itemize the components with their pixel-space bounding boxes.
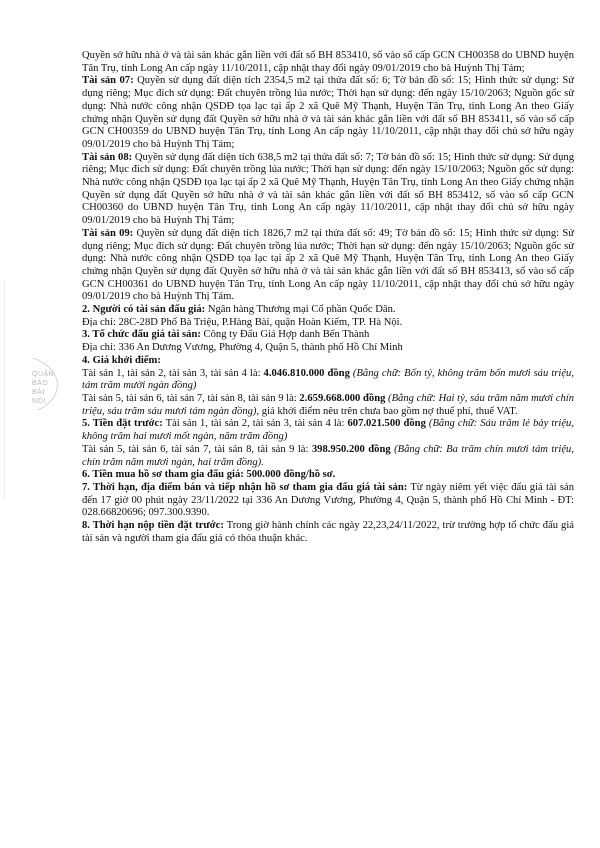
intro-paragraph: Quyền sở hữu nhà ở và tài sản khác gắn liền với đất số BH 853410, số vào sổ cấp GCN CH00358 do UBND huyện Tân Trụ, tỉnh Long An cấp ngày 11/10/2011, cập nhật thay đổi ngày 09/01/2019 cho bà Huỳnh Thị Tám; — [82, 50, 574, 74]
section-4-line-1-words: (Bằng chữ: Bốn tỷ, không trăm bốn mươi sáu triệu, tám trăm mười ngàn đồng) — [82, 367, 574, 392]
section-7-value: Từ ngày niêm yết việc đấu giá tài sản đến 17 giờ 00 phút ngày 23/11/2022 tại 336 An Dương Vương, Phường 4, Quận 5, thành phố Hồ Chí Minh - ĐT: 028.66820696; 097.300.9390. — [82, 481, 575, 519]
section-7-paragraph — [82, 482, 574, 520]
asset-09-label: Tài sản 09: — [82, 227, 134, 239]
section-3-heading: 3. Tổ chức đấu giá tài sản: — [82, 329, 201, 341]
stamp-line-3: NỘI — [32, 398, 46, 405]
section-8-value: Trong giờ hành chính các ngày 22,23,24/11/2022, trừ trường hợp tổ chức đấu giá tài sản và người tham gia đấu giá có thỏa thuận khác. — [82, 520, 575, 544]
asset-09-text: Quyền sử dụng đất diện tích 1826,7 m2 tại thửa đất số: 49; Tờ bản đồ số: 15; Hình thức sử dụng: Sử dụng riêng; Mục đích sử dụng: Đất chuyên trồng lúa nước; Thời hạn sử dụng: đến ngày 15/10/2063; Nguồn gốc sử dụng: Nhà nước công nhận QSDĐ tọa lạc tại ấp 2 xã Quê Mỹ Thạnh, Huyện Tân Trụ, tỉnh Long An theo Giấy chứng nhận Quyền sử dụng đất Quyền sở hữu nhà ở và tài sản khác gắn liền với đất số BH 853413, số vào sổ cấp GCN CH00361 do UBND huyện Tân Trụ, tỉnh Long An cấp ngày 11/10/2011, cập nhật thay đổi chủ sở hữu ngày 09/01/2019 cho bà Huỳnh Thị Tám. — [82, 227, 574, 303]
asset-08-paragraph — [82, 152, 574, 228]
stamp-line-2: BẢO BẢI — [32, 380, 49, 396]
section-5-line-1-amount: 607.021.500 đồng — [347, 418, 426, 430]
faded-stamp — [0, 358, 62, 410]
section-4-line-2-prefix: Tài sản 5, tài sản 6, tài sản 7, tài sản 8, tài sản 9 là: — [82, 392, 300, 404]
section-4-line-2-suffix: , giá khởi điểm nêu trên chưa bao gồm nợ thuế phí, thuế VAT. — [256, 405, 518, 417]
section-5-line-2-words: (Bằng chữ: Ba trăm chín mươi tám triệu, chín trăm năm mươi ngàn, hai trăm đồng). — [82, 443, 574, 468]
section-4-line-2-words: (Bằng chữ: Hai tỷ, sáu trăm năm mươi chín triệu, sáu trăm sáu mươi tám ngàn đồng) — [82, 392, 575, 417]
section-8-heading: 8. Thời hạn nộp tiền đặt trước: — [82, 520, 224, 532]
section-7-heading: 7. Thời hạn, địa điểm bán và tiếp nhận hồ sơ tham gia đấu giá tài sản: — [82, 481, 408, 493]
asset-08-label: Tài sản 08: — [82, 151, 133, 163]
asset-08-text: Quyền sử dụng đất diện tích 638,5 m2 tại thửa đất số: 7; Tờ bản đồ số: 15; Hình thức sử dụng: Sử dụng riêng; Mục đích sử dụng: Đất chuyên trồng lúa nước; Thời hạn sử dụng: đến ngày 15/10/2063; Nguồn gốc sử dụng: Nhà nước công nhận QSDĐ tọa lạc tại ấp 2 xã Quê Mỹ Thạnh, Huyện Tân Trụ, tỉnh Long An theo Giấy chứng nhận Quyền sử dụng đất Quyền sở hữu nhà ở và tài sản khác gắn liền với đất số BH 853412, số vào sổ cấp GCN CH00360 do UBND huyện Tân Trụ, tỉnh Long An cấp ngày 11/10/2011, cập nhật thay đổi chủ sở hữu ngày 09/01/2019 cho bà Huỳnh Thị Tám; — [82, 151, 574, 227]
asset-07-label: Tài sản 07: — [82, 75, 134, 87]
stamp-line-1: QUẬN — [32, 371, 55, 378]
section-5-line-2-prefix: Tài sản 5, tài sản 6, tài sản 7, tài sản 8, tài sản 9 là: — [82, 443, 312, 455]
section-2-value: Ngân hàng Thương mại Cổ phần Quốc Dân. — [205, 304, 396, 316]
section-2-heading: 2. Người có tài sản đấu giá: — [82, 304, 206, 316]
section-5-line-2-amount: 398.950.200 đồng — [311, 443, 391, 455]
section-4-line-2 — [82, 393, 574, 418]
section-4-line-1-amount: 4.046.810.000 đồng — [263, 367, 350, 379]
stamp-text — [32, 370, 62, 406]
document-page — [82, 50, 574, 545]
asset-09-paragraph — [82, 228, 574, 304]
section-4-heading: 4. Giá khởi điểm: — [82, 354, 161, 366]
section-3-address: Địa chỉ: 336 An Dương Vương, Phường 4, Quận 5, thành phố Hồ Chí Minh — [82, 342, 403, 354]
section-5-line-1 — [82, 418, 574, 443]
section-5-line-1-words: (Bằng chữ: Sáu trăm lẻ bảy triệu, không trăm hai mươi mốt ngàn, năm trăm đồng) — [82, 418, 574, 443]
section-4-line-1 — [82, 368, 574, 393]
section-5-line-1-prefix: Tài sản 1, tài sản 2, tài sản 3, tài sản 4 là: — [162, 418, 348, 430]
section-3-organizer — [82, 329, 574, 342]
section-3-value: Công ty Đấu Giá Hợp danh Bến Thành — [200, 329, 370, 341]
asset-07-text: Quyền sử dụng đất diện tích 2354,5 m2 tại thửa đất số: 6; Tờ bản đồ số: 15; Hình thức sử dụng: Sử dụng riêng; Mục đích sử dụng: Đất chuyên trồng lúa nước; Thời hạn sử dụng: đến ngày 15/10/2063; Nguồn gốc sử dụng: Nhà nước công nhận QSDĐ tọa lạc tại ấp 2 xã Quê Mỹ Thạnh, Huyện Tân Trụ, tỉnh Long An theo Giấy chứng nhận Quyền sử dụng đất Quyền sở hữu nhà ở và tài sản khác gắn liền với đất số BH 853411, số vào sổ cấp GCN CH00359 do UBND huyện Tân Trụ, tỉnh Long An cấp ngày 11/10/2011, cập nhật thay đổi chủ sở hữu ngày 09/01/2019 cho bà Huỳnh Thị Tám; — [82, 75, 574, 150]
section-2-owner — [82, 304, 574, 317]
section-6-heading: 6. Tiền mua hồ sơ tham gia đấu giá: 500.000 đồng/hồ sơ. — [82, 469, 336, 481]
section-5-heading: 5. Tiền đặt trước: — [82, 418, 163, 430]
section-4-line-1-prefix: Tài sản 1, tài sản 2, tài sản 3, tài sản 4 là: — [82, 367, 264, 379]
section-2-address: Địa chỉ: 28C-28D Phố Bà Triệu, P.Hàng Bài, quận Hoàn Kiếm, TP. Hà Nội. — [82, 316, 403, 328]
section-8-paragraph — [82, 520, 574, 545]
asset-07-paragraph — [82, 75, 574, 151]
section-5-line-2 — [82, 444, 574, 469]
section-4-line-2-amount: 2.659.668.000 đồng — [299, 392, 386, 404]
